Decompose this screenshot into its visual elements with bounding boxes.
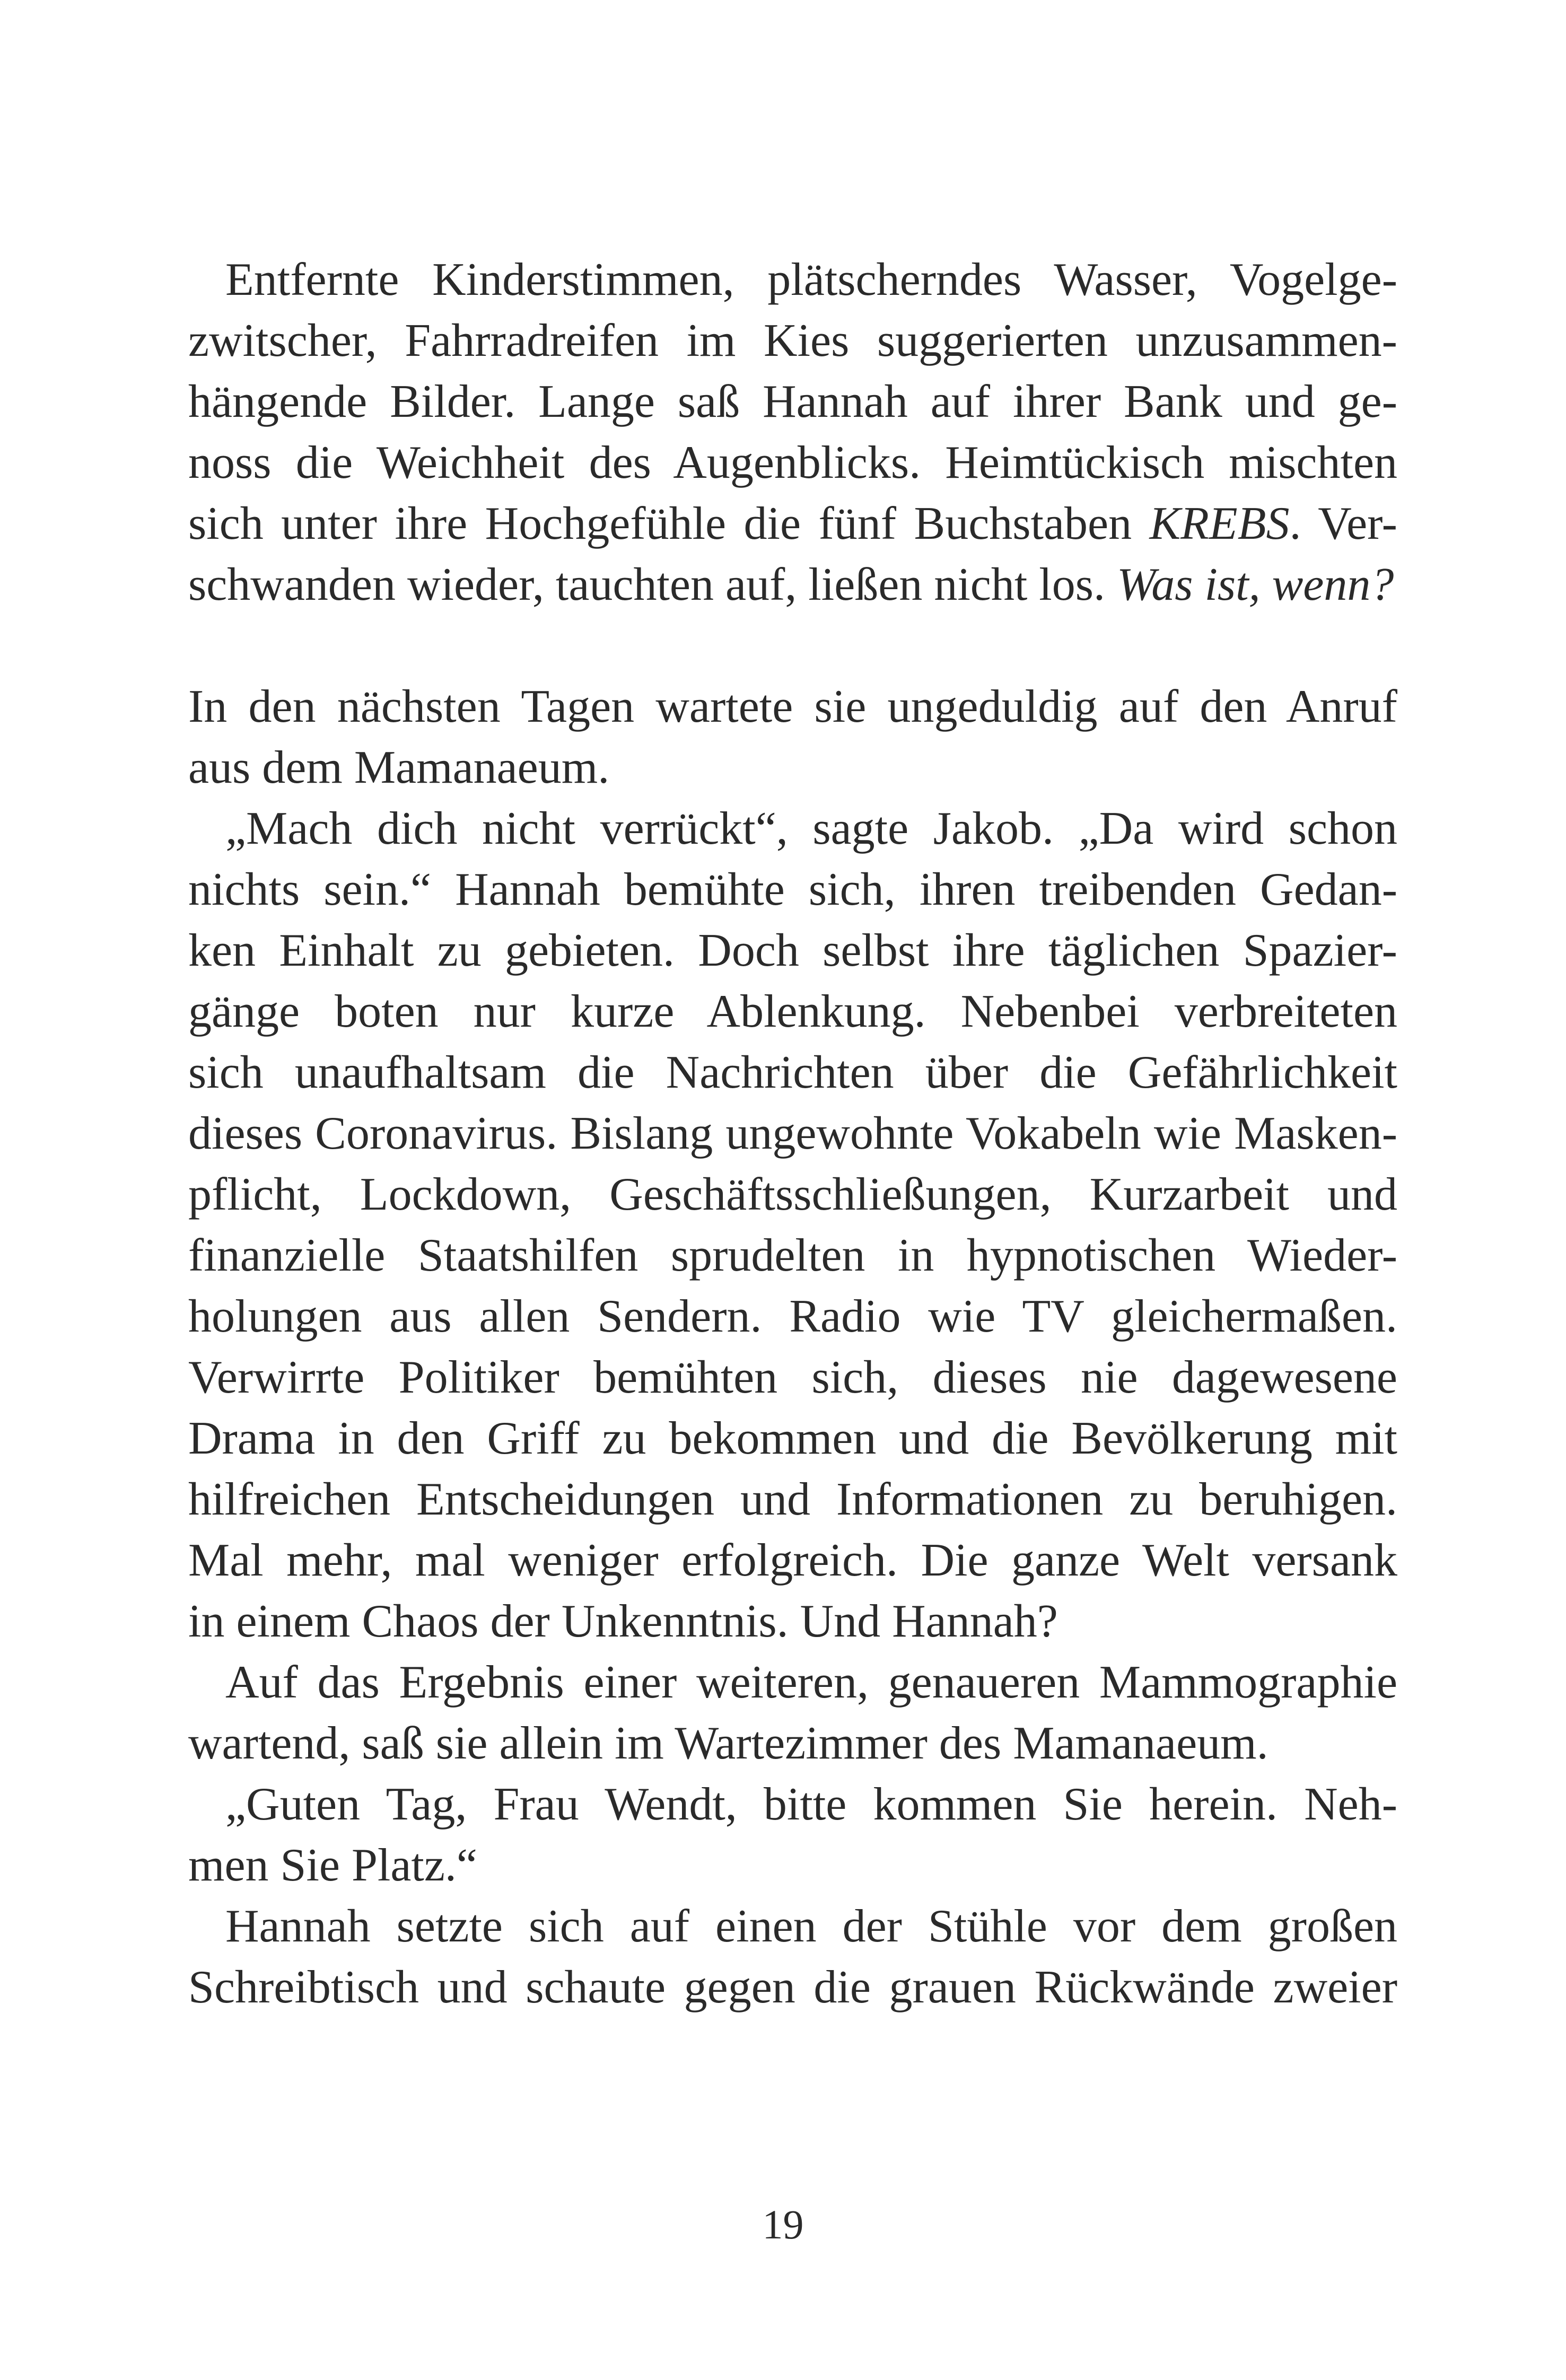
- text-segment: „Guten Tag, Frau Wendt, bitte kommen Sie herein. Neh-: [225, 1779, 1397, 1830]
- text-segment: pflicht, Lockdown, Geschäftsschließungen, Kurzarbeit und: [188, 1169, 1397, 1220]
- text-segment: finanzielle Staatshilfen sprudelten in hypnotischen Wieder-: [188, 1230, 1397, 1281]
- text-line: [188, 1713, 1397, 1774]
- text-line: [188, 1652, 1397, 1713]
- body-text: [188, 249, 1397, 2018]
- text-line: [188, 1774, 1397, 1835]
- text-segment: gänge boten nur kurze Ablenkung. Nebenbei verbreiteten: [188, 986, 1397, 1037]
- text-segment: hängende Bilder. Lange saß Hannah auf ihrer Bank und ge-: [188, 376, 1397, 427]
- text-segment: ken Einhalt zu gebieten. Doch selbst ihre täglichen Spazier-: [188, 925, 1397, 976]
- text-segment: Mal mehr, mal weniger erfolgreich. Die ganze Welt versank: [188, 1535, 1397, 1586]
- text-line: [188, 493, 1397, 554]
- text-line: [188, 1957, 1397, 2018]
- text-segment: sich unter ihre Hochgefühle die fünf Buchstaben: [188, 498, 1150, 549]
- text-line: [188, 1347, 1397, 1408]
- text-segment: schwanden wieder, tauchten auf, ließen nicht los.: [188, 559, 1117, 610]
- text-line: [188, 981, 1397, 1042]
- text-segment: wartend, saß sie allein im Wartezimmer des Mamanaeum.: [188, 1718, 1268, 1769]
- text-segment: In den nächsten Tagen wartete sie ungeduldig auf den Anruf: [188, 681, 1397, 732]
- italic-text-segment: KREBS: [1149, 498, 1290, 549]
- text-line: [188, 1042, 1397, 1103]
- text-segment: men Sie Platz.“: [188, 1840, 477, 1891]
- text-line: [188, 249, 1397, 310]
- text-line: [188, 371, 1397, 432]
- text-segment: dieses Coronavirus. Bislang ungewohnte Vokabeln wie Masken-: [188, 1108, 1397, 1159]
- text-line: [188, 1408, 1397, 1469]
- text-segment: „Mach dich nicht verrückt“, sagte Jakob. „Da wird schon: [225, 803, 1397, 854]
- text-line: [188, 859, 1397, 920]
- text-segment: . Ver-: [1289, 498, 1397, 549]
- text-segment: hilfreichen Entscheidungen und Informationen zu beruhigen.: [188, 1474, 1397, 1525]
- text-segment: sich unaufhaltsam die Nachrichten über die Gefährlichkeit: [188, 1047, 1397, 1098]
- text-segment: in einem Chaos der Unkenntnis. Und Hannah?: [188, 1596, 1058, 1647]
- text-segment: Schreibtisch und schaute gegen die grauen Rückwände zweier: [188, 1962, 1397, 2013]
- text-segment: Drama in den Griff zu bekommen und die Bevölkerung mit: [188, 1413, 1397, 1464]
- text-line: [188, 920, 1397, 981]
- text-segment: zwitscher, Fahrradreifen im Kies suggerierten unzusammen-: [188, 315, 1397, 366]
- text-segment: nichts sein.“ Hannah bemühte sich, ihren treibenden Gedan-: [188, 864, 1397, 915]
- text-line: [188, 432, 1397, 493]
- text-segment: Entfernte Kinderstimmen, plätscherndes Wasser, Vogelge-: [225, 254, 1397, 305]
- text-line: [188, 310, 1397, 371]
- text-segment: Auf das Ergebnis einer weiteren, genaueren Mammographie: [225, 1657, 1397, 1708]
- text-line: [188, 798, 1397, 859]
- text-segment: noss die Weichheit des Augenblicks. Heimtückisch mischten: [188, 437, 1397, 488]
- text-line: [188, 1835, 1397, 1896]
- text-segment: aus dem Mamanaeum.: [188, 742, 610, 793]
- text-line: [188, 1286, 1397, 1347]
- text-line: [188, 1103, 1397, 1164]
- page-number: 19: [762, 2201, 804, 2247]
- text-line: [188, 1469, 1397, 1530]
- text-line: [188, 1225, 1397, 1286]
- italic-text-segment: Was ist, wenn?: [1116, 559, 1394, 610]
- text-line: [188, 737, 1397, 798]
- text-line: [188, 1530, 1397, 1591]
- text-line: [188, 554, 1397, 615]
- text-line: [188, 1164, 1397, 1225]
- text-segment: Verwirrte Politiker bemühten sich, dieses nie dagewesene: [188, 1352, 1397, 1403]
- section-break: [188, 615, 1397, 676]
- text-segment: Hannah setzte sich auf einen der Stühle vor dem großen: [225, 1901, 1397, 1952]
- text-line: [188, 1896, 1397, 1957]
- text-line: [188, 1591, 1397, 1652]
- text-line: [188, 676, 1397, 737]
- text-segment: holungen aus allen Sendern. Radio wie TV gleichermaßen.: [188, 1291, 1397, 1342]
